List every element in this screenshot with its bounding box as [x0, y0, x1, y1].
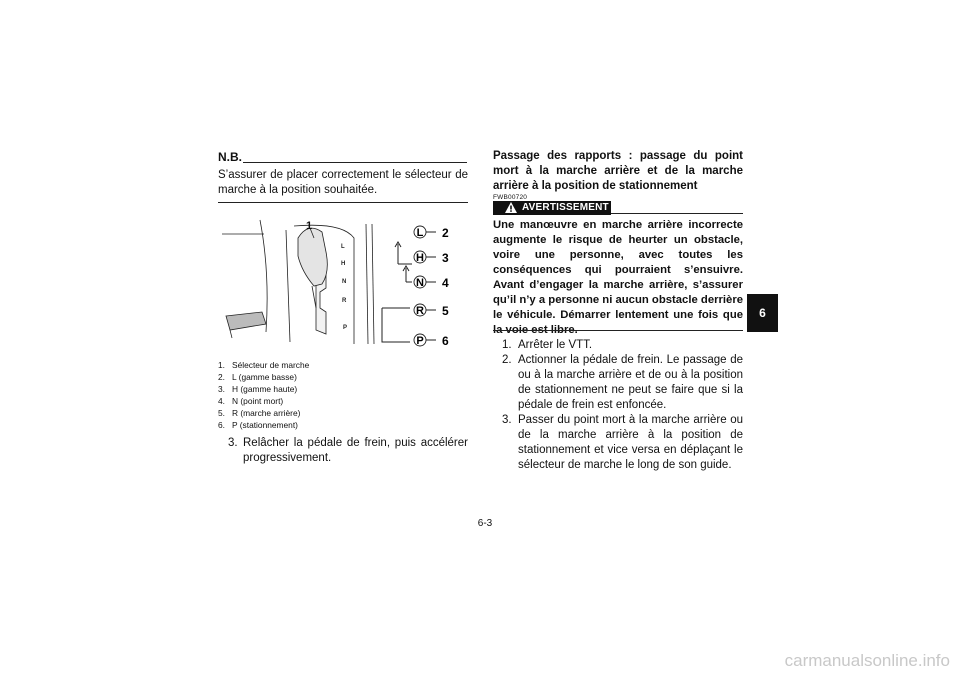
fig-label-num-5: 5	[442, 304, 449, 318]
fig-label-letter-l: L	[416, 227, 424, 239]
page-number: 6-3	[477, 518, 493, 529]
fig-label-num-4: 4	[442, 276, 449, 290]
legend-item	[218, 407, 418, 419]
nb-rule-bottom	[218, 202, 468, 203]
procedure-steps	[493, 338, 743, 473]
step-text: Passer du point mort à la marche arrière ou de la marche arrière à la position de stationnement et vice versa en déplaçant le sélecteur de marche le long de son guide.	[518, 414, 743, 471]
legend-num: 3.	[218, 384, 225, 394]
warning-text: Une manœuvre en marche arrière incorrecte augmente le risque de heurter un obstacle, voire une personne, avec toutes les conséquences qui pourraient s’ensuivre. Avant d’engager la marche arrière, s’assurer qu’il n’y a personne ni aucun obstacle derrière le véhicule. Démarrer lentement une fois que la voie est libre.	[493, 219, 743, 336]
fig-arrow-up-1	[395, 242, 401, 264]
warning-label: AVERTISSEMENT	[522, 202, 609, 213]
section-title: Passage des rapports : passage du point mort à la marche arrière et de la marche arrière à la position de stationnement	[493, 150, 743, 192]
fig-label-letter-n: N	[416, 277, 424, 289]
step-number: 3.	[228, 437, 238, 449]
legend-text: H (gamme haute)	[232, 384, 298, 394]
step-number: 2.	[502, 354, 512, 366]
nb-text: S’assurer de placer correctement le sélecteur de marche à la position souhaitée.	[218, 169, 468, 196]
legend-num: 2.	[218, 372, 225, 382]
legend-num: 6.	[218, 420, 225, 430]
warning-header	[493, 201, 611, 215]
fig-gate-letter-h: H	[341, 261, 346, 267]
legend-num: 4.	[218, 396, 225, 406]
step-number: 3.	[502, 414, 512, 426]
fig-step-plate	[226, 312, 266, 330]
legend-num: 5.	[218, 408, 225, 418]
legend-num: 1.	[218, 360, 225, 370]
watermark: carmanualsonline.info	[784, 651, 950, 670]
warning-code: FWB00720	[493, 194, 528, 201]
fig-label-letter-r: R	[416, 305, 424, 317]
step-text: Arrêter le VTT.	[518, 339, 593, 351]
legend-item	[218, 419, 418, 431]
legend-item	[218, 395, 418, 407]
procedure-step	[493, 338, 743, 353]
step-number: 1.	[502, 339, 512, 351]
warning-rule	[611, 213, 743, 214]
fig-label-num-3: 3	[442, 251, 449, 265]
figure-legend	[218, 359, 418, 431]
legend-text: R (marche arrière)	[232, 408, 301, 418]
legend-item	[218, 383, 418, 395]
nb-rule	[243, 162, 467, 163]
fig-label-num-2: 2	[442, 226, 449, 240]
fig-callout-1: 1	[306, 220, 313, 232]
fig-lever-knob	[298, 228, 327, 286]
legend-item	[218, 359, 418, 371]
fig-label-letter-p: P	[416, 335, 424, 347]
chapter-tab: 6	[747, 294, 778, 332]
procedure-step	[493, 413, 743, 473]
nb-title: N.B.	[218, 150, 242, 164]
fig-gate-letter-p: P	[343, 325, 348, 331]
fig-gate-letter-l: L	[341, 244, 345, 250]
legend-item	[218, 371, 418, 383]
procedure-step	[493, 353, 743, 413]
legend-text: N (point mort)	[232, 396, 284, 406]
fig-label-num-6: 6	[442, 334, 449, 348]
step-text: Actionner la pédale de frein. Le passage de ou à la marche arrière et de ou à la position de stationnement ne peut se faire que si la pédale de frein est enfoncée.	[518, 354, 743, 411]
fig-gate-letter-r: R	[342, 298, 347, 304]
fig-gate-letter-n: N	[342, 279, 347, 285]
legend-text: Sélecteur de marche	[232, 360, 310, 370]
legend-text: L (gamme basse)	[232, 372, 297, 382]
fig-label-letter-h: H	[416, 252, 424, 264]
legend-text: P (stationnement)	[232, 420, 298, 430]
warning-rule-bottom	[493, 330, 743, 331]
step-text: Relâcher la pédale de frein, puis accélérer progressivement.	[243, 437, 468, 464]
warning-triangle-icon	[504, 201, 518, 214]
shift-lever-figure	[222, 212, 467, 357]
fig-arrow-up-2	[403, 266, 409, 282]
